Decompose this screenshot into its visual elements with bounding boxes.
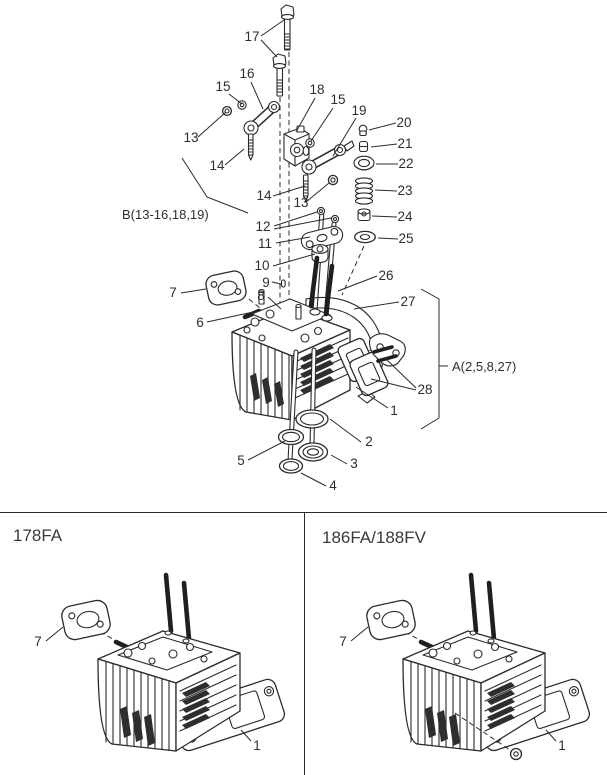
callout-21: 21: [397, 136, 413, 151]
mini-cylinder-head-186fa: [365, 575, 591, 753]
callout-24: 24: [397, 209, 413, 224]
panel-title-178fa: 178FA: [13, 526, 63, 545]
adjust-nut-15-right: [306, 139, 314, 147]
callout-16: 16: [239, 66, 255, 81]
callout-10: 10: [254, 258, 270, 273]
panel-title-186fa-188fv: 186FA/188FV: [322, 528, 426, 547]
valve-3: [299, 443, 328, 461]
callout-22: 22: [398, 156, 414, 171]
callout-13-left: 13: [183, 130, 199, 145]
spring-seat-washer-25: [355, 231, 376, 242]
callout-15-left: 15: [215, 79, 231, 94]
callout-19: 19: [351, 103, 367, 118]
callout-28: 28: [417, 382, 433, 397]
callout-14-left: 14: [209, 158, 225, 173]
rocker-arm-left-16: [244, 102, 280, 161]
valve-keeper-21: [360, 142, 368, 152]
lower-tab-186fa: [511, 749, 522, 760]
callout-6: 6: [196, 315, 204, 330]
intake-gasket-7: [204, 269, 247, 306]
callout-7-178fa: 7: [34, 634, 42, 649]
callout-15-right: 15: [330, 92, 346, 107]
mini-cylinder-head-178fa: [60, 575, 286, 753]
dowel-pin-9: [282, 280, 286, 287]
variant-panel-186fa-188fv: [305, 513, 607, 775]
callout-27: 27: [400, 294, 416, 309]
flange-bolts-17: [273, 5, 294, 96]
variant-panels-row: [0, 512, 607, 775]
callout-1-178fa: 1: [253, 738, 261, 753]
callout-20: 20: [396, 115, 412, 130]
leader-7-178fa: [46, 627, 63, 641]
callout-18: 18: [309, 82, 325, 97]
variant-diagram-186fa-188fv: [305, 513, 606, 774]
callout-17: 17: [244, 29, 260, 44]
spring-seat-ring-2: [296, 410, 328, 428]
spring-retainer-22: [354, 156, 374, 170]
callout-23: 23: [397, 183, 413, 198]
group-b-label: B(13-16,18,19): [122, 207, 209, 222]
callout-13-right: 13: [293, 195, 309, 210]
callout-25: 25: [398, 231, 414, 246]
leader-7-186fa: [351, 627, 368, 641]
callout-12: 12: [255, 219, 271, 234]
group-a-bracket: [421, 289, 448, 429]
variant-panel-178fa: [0, 513, 305, 775]
rocker-arm-right-19: [302, 141, 354, 201]
valve-spring-23: [356, 178, 373, 204]
callout-4: 4: [329, 478, 337, 493]
callout-5: 5: [237, 453, 245, 468]
callout-26: 26: [378, 268, 394, 283]
callout-3: 3: [350, 456, 358, 471]
retainer-ring-13-right: [328, 175, 337, 184]
callout-7-186fa: 7: [339, 634, 347, 649]
valve-cap-20: [359, 125, 367, 135]
callout-11: 11: [257, 236, 273, 251]
callout-9: 9: [262, 275, 270, 290]
callout-14-right: 14: [256, 188, 272, 203]
group-a-label: A(2,5,8,27): [452, 359, 517, 374]
callout-7: 7: [169, 285, 177, 300]
valve-stem-seal-24: [358, 209, 370, 221]
callout-1: 1: [390, 403, 398, 418]
callout-2: 2: [365, 434, 373, 449]
callout-8: 8: [257, 288, 265, 303]
callout-1-186fa: 1: [558, 738, 566, 753]
variant-diagram-178fa: [0, 513, 304, 774]
valve-4: [280, 459, 303, 473]
valve-guide-10: [312, 245, 328, 263]
